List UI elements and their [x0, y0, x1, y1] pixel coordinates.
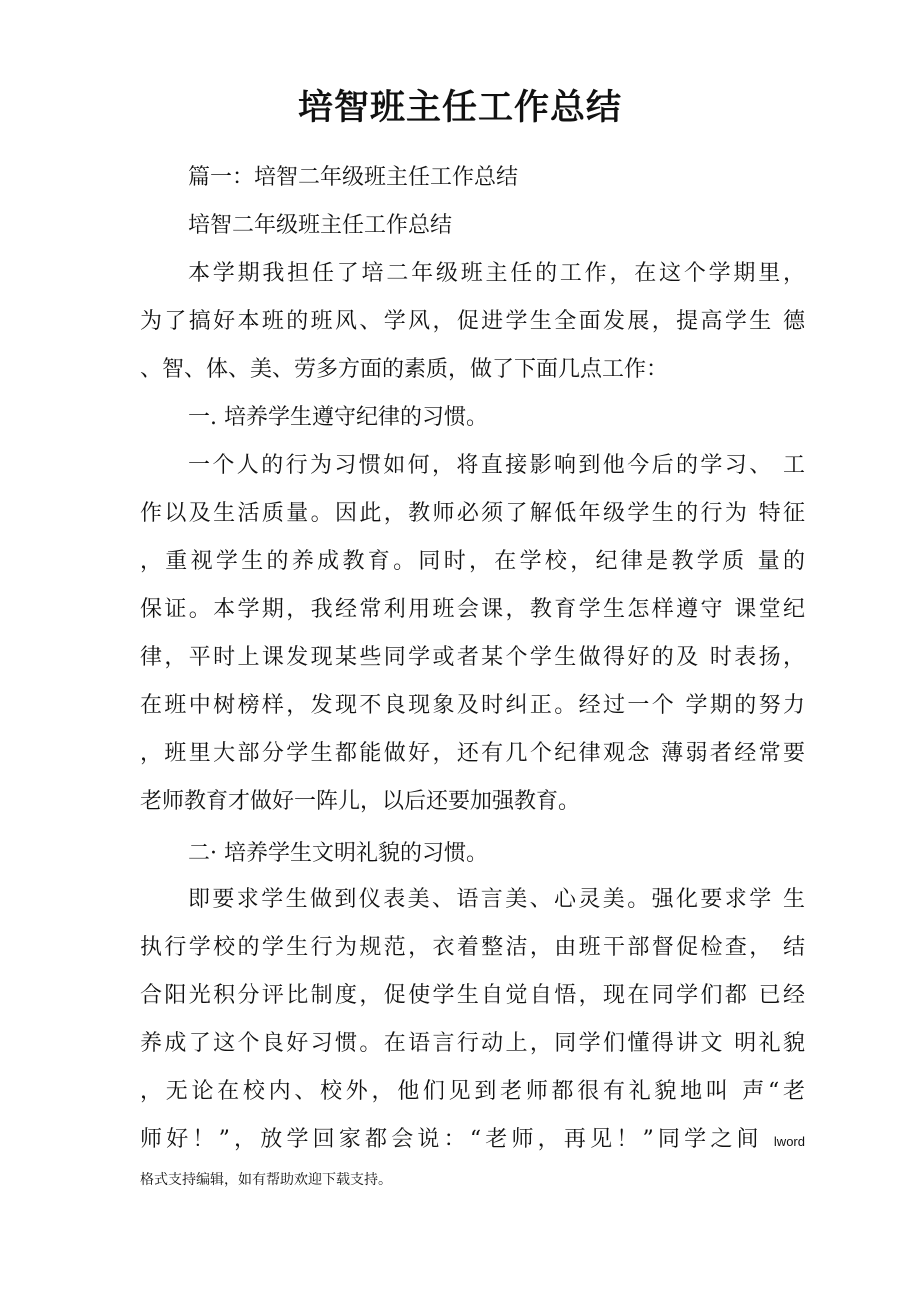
paragraph-line: 为了搞好本班的班风、学风，促进学生全面发展，提高学生 德	[140, 309, 805, 334]
paragraph-line: 在班中树榜样，发现不良现象及时纠正。经过一个 学期的努力	[140, 693, 805, 718]
paragraph-line: 执行学校的学生行为规范，衣着整洁，由班干部督促检查， 结	[140, 935, 805, 960]
paragraph-line-last	[140, 1120, 805, 1160]
subtitle: 培智二年级班主任工作总结	[188, 213, 453, 238]
section-heading: 篇一：培智二年级班主任工作总结	[188, 165, 519, 190]
paragraph-line: 即要求学生做到仪表美、语言美、心灵美。强化要求学 生	[188, 887, 805, 912]
list-heading: 一. 培养学生遵守纪律的习惯。	[188, 405, 488, 430]
paragraph-line: 一个人的行为习惯如何，将直接影响到他今后的学习、 工	[188, 453, 805, 478]
paragraph-line: ，重视学生的养成教育。同时，在学校，纪律是教学质 量的	[140, 549, 805, 574]
paragraph-line: ，无论在校内、校外，他们见到老师都很有礼貌地叫 声“老	[140, 1079, 805, 1104]
paragraph-line: 合阳光积分评比制度，促使学生自觉自悟，现在同学们都 已经	[140, 983, 805, 1008]
paragraph-line: 作以及生活质量。因此，教师必须了解低年级学生的行为 特征	[140, 501, 805, 526]
paragraph-line-text: 师好！”，放学回家都会说：“老师，再见！”同学之间	[140, 1127, 763, 1152]
document-title: 培智班主任工作总结	[297, 88, 622, 128]
footer-note: 格式支持编辑，如有帮助欢迎下载支持。	[140, 1172, 392, 1188]
word-suffix: lword	[773, 1134, 805, 1149]
paragraph-line: ，班里大部分学生都能做好，还有几个纪律观念 薄弱者经常要	[140, 741, 805, 766]
paragraph-line: 本学期我担任了培二年级班主任的工作，在这个学期里，	[188, 261, 805, 286]
paragraph-line: 保证。本学期，我经常利用班会课，教育学生怎样遵守 课堂纪	[140, 597, 805, 622]
paragraph-line: 老师教育才做好一阵儿，以后还要加强教育。	[140, 789, 581, 814]
paragraph-line: 养成了这个良好习惯。在语言行动上，同学们懂得讲文 明礼貌	[140, 1031, 805, 1056]
paragraph-line: 律，平时上课发现某些同学或者某个学生做得好的及 时表扬，	[140, 645, 805, 670]
paragraph-line: 、智、体、美、劳多方面的素质，做了下面几点工作：	[140, 357, 669, 382]
list-heading: 二· 培养学生文明礼貌的习惯。	[188, 841, 488, 866]
